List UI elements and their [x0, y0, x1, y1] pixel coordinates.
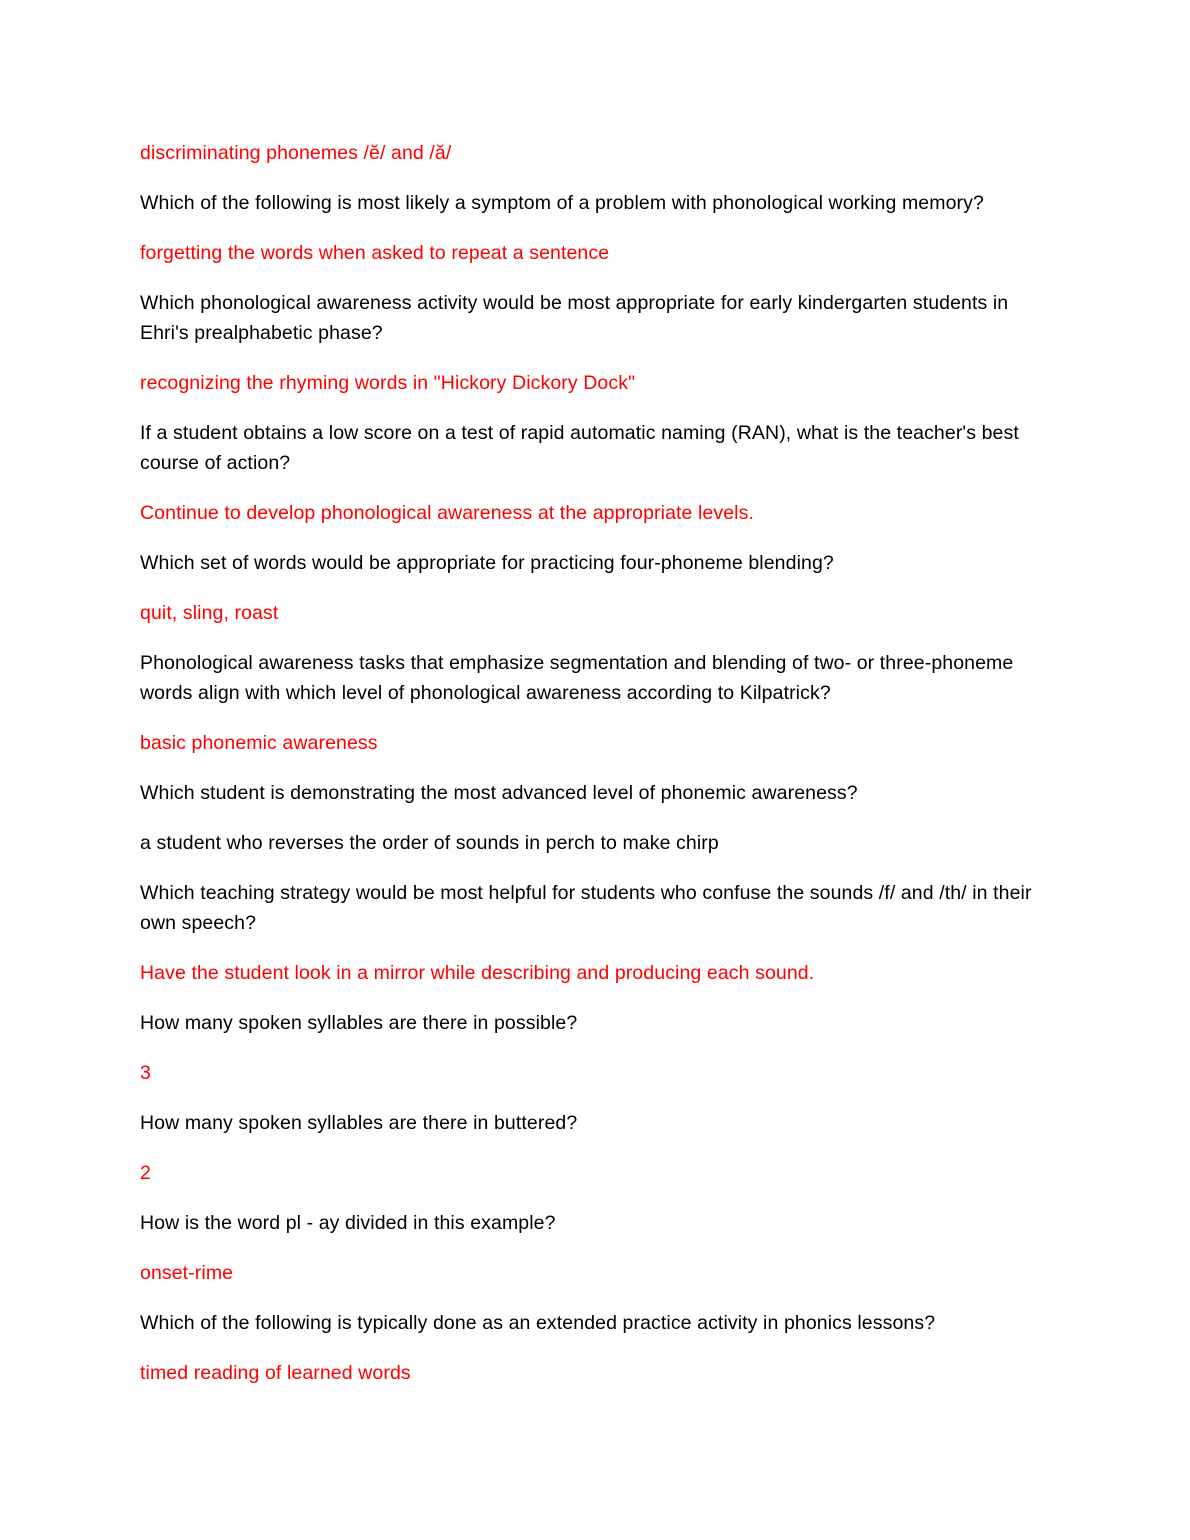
document-page: [140, 138, 1060, 1408]
question-text: Phonological awareness tasks that emphasize segmentation and blending of two- or three-phoneme words align with which level of phonological awareness according to Kilpatrick?: [140, 652, 1014, 704]
answer-text: basic phonemic awareness: [140, 732, 378, 754]
answer-text: timed reading of learned words: [140, 1362, 411, 1384]
question-text: Which of the following is typically done as an extended practice activity in phonics lessons?: [140, 1312, 936, 1334]
question-text: How many spoken syllables are there in possible?: [140, 1012, 578, 1034]
answer-text: Continue to develop phonological awareness at the appropriate levels.: [140, 502, 754, 524]
question-text: How is the word pl - ay divided in this example?: [140, 1212, 556, 1234]
answer-text: 2: [140, 1162, 151, 1184]
answer-text: quit, sling, roast: [140, 602, 279, 624]
answer-text: onset-rime: [140, 1262, 234, 1284]
answer-text-unmarked: a student who reverses the order of sounds in perch to make chirp: [140, 832, 719, 854]
question-text: If a student obtains a low score on a test of rapid automatic naming (RAN), what is the teacher's best course of action?: [140, 422, 1019, 474]
answer-text: discriminating phonemes /ĕ/ and /ă/: [140, 142, 452, 164]
answer-text: 3: [140, 1062, 151, 1084]
question-text: Which student is demonstrating the most advanced level of phonemic awareness?: [140, 782, 858, 804]
question-text: Which set of words would be appropriate for practicing four-phoneme blending?: [140, 552, 834, 574]
answer-text: Have the student look in a mirror while describing and producing each sound.: [140, 962, 815, 984]
question-text: Which of the following is most likely a symptom of a problem with phonological working memory?: [140, 192, 984, 214]
question-text: Which teaching strategy would be most helpful for students who confuse the sounds /f/ and /th/ in their own speech?: [140, 882, 1032, 934]
answer-text: forgetting the words when asked to repeat a sentence: [140, 242, 610, 264]
question-text: How many spoken syllables are there in buttered?: [140, 1112, 578, 1134]
answer-text: recognizing the rhyming words in "Hickory Dickory Dock": [140, 372, 636, 394]
question-text: Which phonological awareness activity would be most appropriate for early kindergarten students in Ehri's prealphabetic phase?: [140, 292, 1009, 344]
